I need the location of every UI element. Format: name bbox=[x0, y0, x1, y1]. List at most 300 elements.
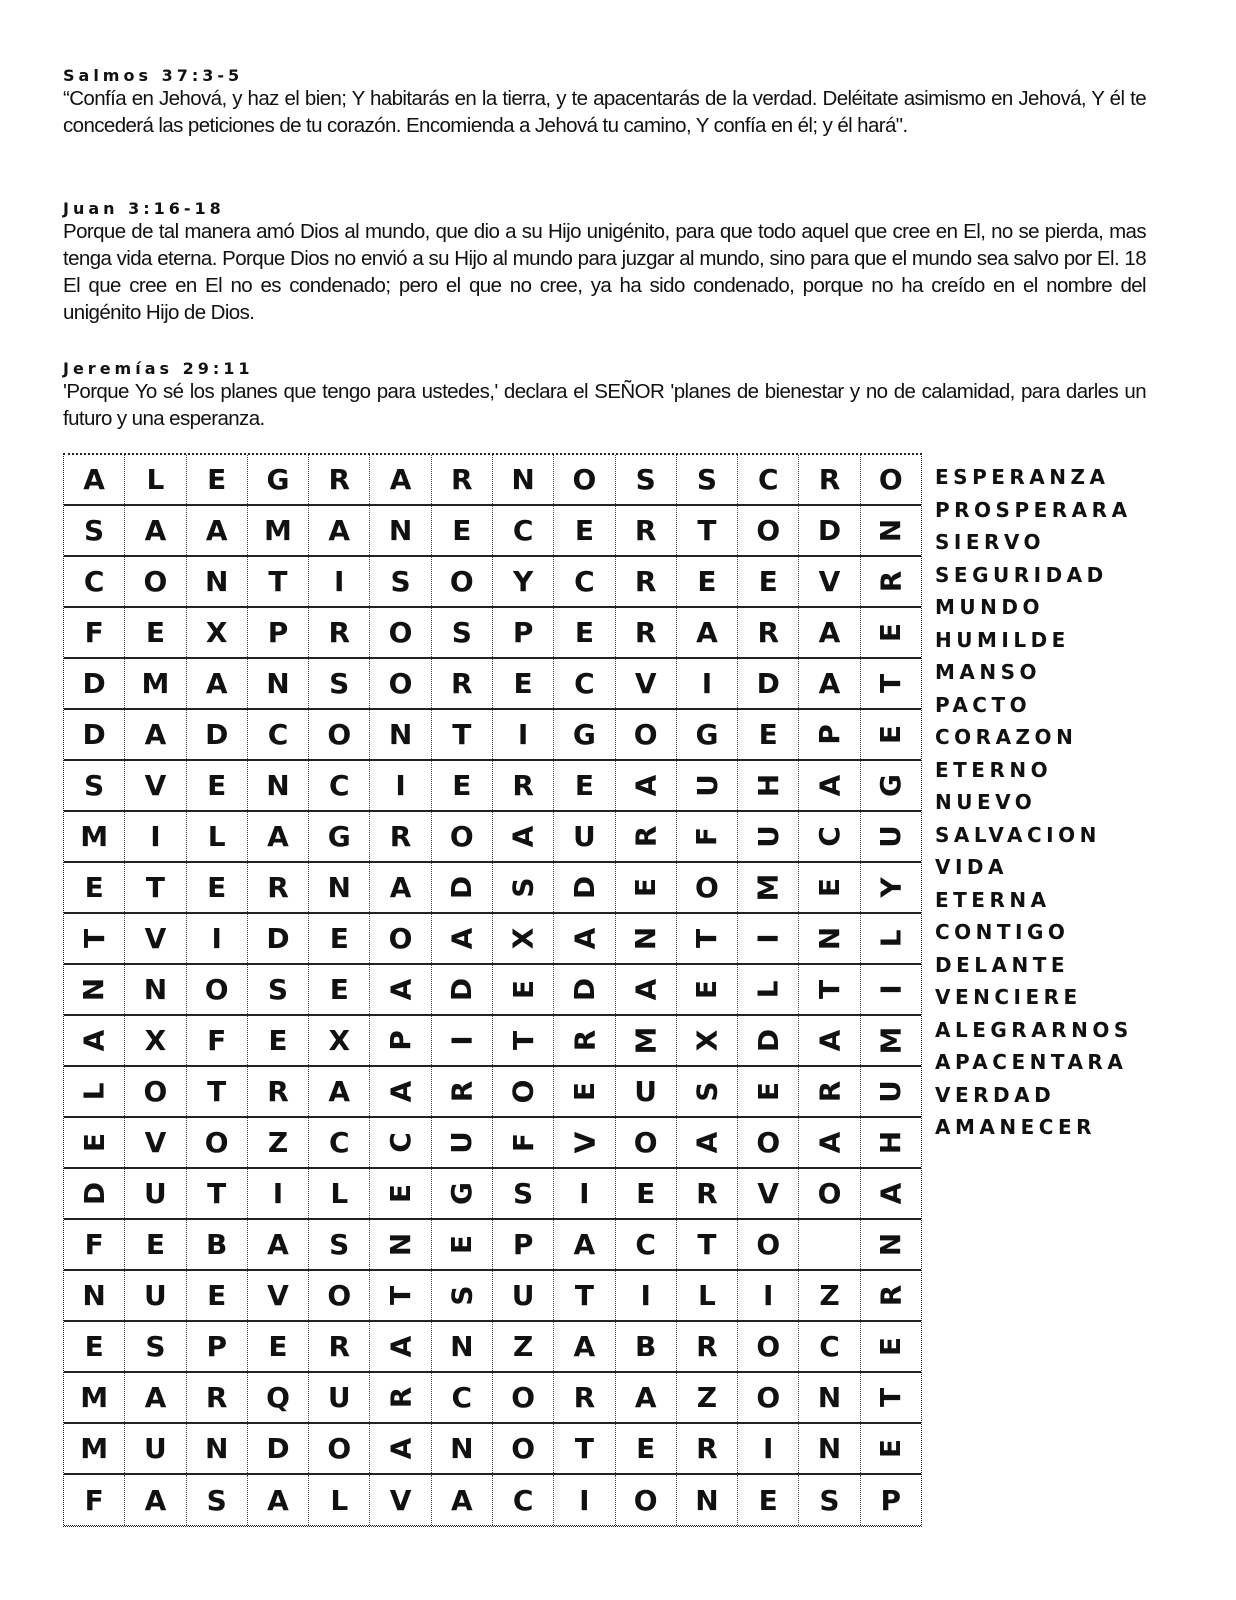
grid-cell[interactable] bbox=[125, 659, 186, 708]
grid-cell[interactable] bbox=[738, 761, 799, 810]
grid-cell[interactable] bbox=[248, 1373, 309, 1422]
grid-cell[interactable] bbox=[370, 1016, 431, 1065]
grid-cell[interactable] bbox=[861, 1118, 921, 1167]
grid-cell[interactable] bbox=[799, 965, 860, 1014]
grid-cell[interactable] bbox=[616, 1118, 677, 1167]
grid-cell[interactable] bbox=[125, 455, 186, 504]
grid-cell[interactable] bbox=[370, 1373, 431, 1422]
grid-cell[interactable] bbox=[738, 1016, 799, 1065]
grid-cell[interactable] bbox=[370, 1220, 431, 1269]
grid-cell[interactable] bbox=[738, 1169, 799, 1218]
grid-cell[interactable] bbox=[248, 1067, 309, 1116]
grid-cell[interactable] bbox=[187, 1475, 248, 1525]
grid-cell[interactable] bbox=[64, 1424, 125, 1473]
grid-cell[interactable] bbox=[125, 1322, 186, 1371]
grid-cell[interactable] bbox=[738, 863, 799, 912]
grid-cell[interactable] bbox=[861, 1067, 921, 1116]
grid-cell[interactable] bbox=[554, 1118, 615, 1167]
grid-cell[interactable] bbox=[493, 1373, 554, 1422]
grid-letter: E bbox=[207, 463, 227, 496]
grid-cell[interactable] bbox=[799, 1424, 860, 1473]
grid-cell[interactable] bbox=[187, 1118, 248, 1167]
grid-cell[interactable] bbox=[554, 1220, 615, 1269]
grid-cell[interactable] bbox=[493, 1016, 554, 1065]
grid-cell[interactable] bbox=[64, 1220, 125, 1269]
grid-cell[interactable] bbox=[738, 506, 799, 555]
grid-cell[interactable] bbox=[677, 608, 738, 657]
grid-cell[interactable] bbox=[616, 710, 677, 759]
grid-cell[interactable] bbox=[125, 1373, 186, 1422]
grid-cell[interactable] bbox=[799, 557, 860, 606]
grid-cell[interactable] bbox=[370, 1118, 431, 1167]
grid-cell[interactable] bbox=[248, 761, 309, 810]
grid-cell[interactable] bbox=[738, 914, 799, 963]
grid-cell[interactable] bbox=[861, 1271, 921, 1320]
grid-cell[interactable] bbox=[125, 863, 186, 912]
grid-cell[interactable] bbox=[432, 1322, 493, 1371]
grid-cell[interactable] bbox=[493, 1169, 554, 1218]
grid-cell[interactable] bbox=[64, 710, 125, 759]
grid-cell[interactable] bbox=[861, 812, 921, 861]
grid-cell[interactable] bbox=[187, 863, 248, 912]
grid-cell[interactable] bbox=[432, 455, 493, 504]
grid-cell[interactable] bbox=[861, 557, 921, 606]
grid-cell[interactable] bbox=[64, 914, 125, 963]
grid-cell[interactable] bbox=[616, 863, 677, 912]
grid-cell[interactable] bbox=[432, 557, 493, 606]
grid-cell[interactable] bbox=[738, 1067, 799, 1116]
grid-cell[interactable] bbox=[861, 1322, 921, 1371]
grid-cell[interactable] bbox=[248, 608, 309, 657]
grid-cell[interactable] bbox=[799, 1067, 860, 1116]
grid-cell[interactable] bbox=[799, 761, 860, 810]
grid-cell[interactable] bbox=[738, 455, 799, 504]
grid-cell[interactable] bbox=[799, 659, 860, 708]
grid-cell[interactable] bbox=[799, 455, 860, 504]
grid-cell[interactable] bbox=[799, 1118, 860, 1167]
grid-cell[interactable] bbox=[64, 863, 125, 912]
grid-cell[interactable] bbox=[738, 812, 799, 861]
grid-cell[interactable] bbox=[554, 863, 615, 912]
grid-cell[interactable] bbox=[861, 1424, 921, 1473]
grid-cell[interactable] bbox=[799, 812, 860, 861]
grid-cell[interactable] bbox=[309, 1118, 370, 1167]
grid-cell[interactable] bbox=[554, 914, 615, 963]
grid-cell[interactable] bbox=[677, 1016, 738, 1065]
grid-cell[interactable] bbox=[493, 812, 554, 861]
grid-cell[interactable] bbox=[493, 608, 554, 657]
grid-cell[interactable] bbox=[125, 914, 186, 963]
grid-cell[interactable] bbox=[554, 1169, 615, 1218]
grid-cell[interactable] bbox=[248, 659, 309, 708]
grid-cell[interactable] bbox=[64, 965, 125, 1014]
grid-cell[interactable] bbox=[248, 1475, 309, 1525]
grid-cell[interactable] bbox=[370, 965, 431, 1014]
grid-cell[interactable] bbox=[248, 557, 309, 606]
grid-cell[interactable] bbox=[799, 1169, 860, 1218]
grid-cell[interactable] bbox=[493, 1271, 554, 1320]
grid-cell[interactable] bbox=[861, 455, 921, 504]
grid-cell[interactable] bbox=[432, 761, 493, 810]
grid-cell[interactable] bbox=[799, 914, 860, 963]
grid-cell[interactable] bbox=[370, 608, 431, 657]
grid-cell[interactable] bbox=[248, 710, 309, 759]
grid-letter: U bbox=[144, 1432, 167, 1465]
grid-cell[interactable] bbox=[432, 506, 493, 555]
grid-cell[interactable] bbox=[493, 914, 554, 963]
grid-cell[interactable] bbox=[248, 1118, 309, 1167]
grid-cell[interactable] bbox=[493, 761, 554, 810]
grid-cell[interactable] bbox=[309, 914, 370, 963]
grid-cell[interactable] bbox=[616, 965, 677, 1014]
grid-cell[interactable] bbox=[616, 1373, 677, 1422]
grid-cell[interactable] bbox=[432, 863, 493, 912]
grid-cell[interactable] bbox=[125, 557, 186, 606]
grid-cell[interactable] bbox=[370, 659, 431, 708]
grid-cell[interactable] bbox=[187, 710, 248, 759]
grid-cell[interactable] bbox=[309, 710, 370, 759]
grid-cell[interactable] bbox=[493, 455, 554, 504]
grid-cell[interactable] bbox=[554, 557, 615, 606]
grid-cell[interactable] bbox=[125, 1016, 186, 1065]
grid-cell[interactable] bbox=[125, 710, 186, 759]
grid-cell[interactable] bbox=[738, 1118, 799, 1167]
grid-cell[interactable] bbox=[370, 1424, 431, 1473]
grid-cell[interactable] bbox=[370, 710, 431, 759]
grid-cell[interactable] bbox=[738, 1220, 799, 1269]
grid-cell[interactable] bbox=[616, 1271, 677, 1320]
grid-cell[interactable] bbox=[493, 659, 554, 708]
grid-cell[interactable] bbox=[248, 1016, 309, 1065]
grid-cell[interactable] bbox=[554, 1424, 615, 1473]
grid-cell[interactable] bbox=[554, 608, 615, 657]
grid-cell[interactable] bbox=[309, 557, 370, 606]
grid-cell[interactable] bbox=[616, 608, 677, 657]
grid-cell[interactable] bbox=[432, 1424, 493, 1473]
grid-cell[interactable] bbox=[554, 506, 615, 555]
grid-cell[interactable] bbox=[861, 608, 921, 657]
grid-cell[interactable] bbox=[616, 1067, 677, 1116]
grid-cell[interactable] bbox=[309, 506, 370, 555]
grid-cell[interactable] bbox=[309, 1322, 370, 1371]
grid-cell[interactable] bbox=[554, 659, 615, 708]
grid-cell[interactable] bbox=[861, 965, 921, 1014]
grid-cell[interactable] bbox=[309, 1169, 370, 1218]
grid-cell[interactable] bbox=[861, 1016, 921, 1065]
grid-cell[interactable] bbox=[861, 761, 921, 810]
grid-cell[interactable] bbox=[861, 914, 921, 963]
grid-cell[interactable] bbox=[554, 1271, 615, 1320]
grid-cell[interactable] bbox=[616, 1475, 677, 1525]
grid-cell[interactable] bbox=[370, 1067, 431, 1116]
grid-cell[interactable] bbox=[677, 710, 738, 759]
grid-cell[interactable] bbox=[738, 965, 799, 1014]
grid-cell[interactable] bbox=[554, 761, 615, 810]
grid-cell[interactable] bbox=[248, 455, 309, 504]
grid-cell[interactable] bbox=[799, 1373, 860, 1422]
grid-cell[interactable] bbox=[616, 659, 677, 708]
grid-cell[interactable] bbox=[187, 659, 248, 708]
grid-cell[interactable] bbox=[432, 1373, 493, 1422]
grid-cell[interactable] bbox=[677, 761, 738, 810]
grid-cell[interactable] bbox=[125, 608, 186, 657]
grid-cell[interactable] bbox=[432, 659, 493, 708]
grid-cell[interactable] bbox=[677, 455, 738, 504]
grid-cell[interactable] bbox=[616, 557, 677, 606]
grid-cell[interactable] bbox=[493, 710, 554, 759]
grid-cell[interactable] bbox=[187, 812, 248, 861]
grid-cell[interactable] bbox=[370, 455, 431, 504]
grid-cell[interactable] bbox=[616, 455, 677, 504]
grid-cell[interactable] bbox=[125, 1424, 186, 1473]
grid-cell[interactable] bbox=[370, 1322, 431, 1371]
grid-cell[interactable] bbox=[309, 1475, 370, 1525]
grid-cell[interactable] bbox=[309, 1271, 370, 1320]
grid-cell[interactable] bbox=[799, 1271, 860, 1320]
grid-cell[interactable] bbox=[248, 914, 309, 963]
grid-cell[interactable] bbox=[309, 863, 370, 912]
grid-cell[interactable] bbox=[370, 914, 431, 963]
grid-cell[interactable] bbox=[187, 506, 248, 555]
grid-cell[interactable] bbox=[738, 1424, 799, 1473]
grid-cell[interactable] bbox=[432, 1118, 493, 1167]
grid-cell[interactable] bbox=[187, 557, 248, 606]
grid-cell[interactable] bbox=[616, 1016, 677, 1065]
grid-cell[interactable] bbox=[187, 1373, 248, 1422]
grid-cell[interactable] bbox=[370, 506, 431, 555]
grid-letter: E bbox=[697, 565, 717, 598]
grid-cell[interactable] bbox=[64, 1271, 125, 1320]
grid-cell[interactable] bbox=[248, 1169, 309, 1218]
grid-cell[interactable] bbox=[677, 1424, 738, 1473]
grid-cell[interactable] bbox=[493, 506, 554, 555]
grid-cell[interactable] bbox=[861, 1169, 921, 1218]
grid-cell[interactable] bbox=[309, 1424, 370, 1473]
grid-cell[interactable] bbox=[616, 1169, 677, 1218]
grid-cell[interactable] bbox=[493, 1475, 554, 1525]
grid-cell[interactable] bbox=[370, 557, 431, 606]
grid-cell[interactable] bbox=[554, 1067, 615, 1116]
grid-cell[interactable] bbox=[309, 1016, 370, 1065]
grid-cell[interactable] bbox=[616, 812, 677, 861]
grid-cell[interactable] bbox=[432, 812, 493, 861]
grid-cell[interactable] bbox=[370, 761, 431, 810]
grid-cell[interactable] bbox=[432, 608, 493, 657]
grid-cell[interactable] bbox=[309, 608, 370, 657]
grid-cell[interactable] bbox=[309, 455, 370, 504]
grid-cell[interactable] bbox=[677, 557, 738, 606]
grid-cell[interactable] bbox=[309, 965, 370, 1014]
grid-cell[interactable] bbox=[677, 1118, 738, 1167]
grid-cell[interactable] bbox=[64, 1322, 125, 1371]
grid-cell[interactable] bbox=[370, 812, 431, 861]
grid-cell[interactable] bbox=[64, 1373, 125, 1422]
grid-cell[interactable] bbox=[616, 506, 677, 555]
grid-cell[interactable] bbox=[677, 1475, 738, 1525]
grid-cell[interactable] bbox=[677, 812, 738, 861]
grid-cell[interactable] bbox=[187, 1322, 248, 1371]
grid-cell[interactable] bbox=[64, 1067, 125, 1116]
grid-cell[interactable] bbox=[861, 1475, 921, 1525]
grid-cell[interactable] bbox=[554, 965, 615, 1014]
grid-cell[interactable] bbox=[799, 1016, 860, 1065]
grid-cell[interactable] bbox=[64, 1016, 125, 1065]
grid-cell[interactable] bbox=[616, 1424, 677, 1473]
grid-cell[interactable] bbox=[187, 1271, 248, 1320]
grid-cell[interactable] bbox=[432, 1475, 493, 1525]
grid-cell[interactable] bbox=[861, 863, 921, 912]
grid-cell[interactable] bbox=[125, 1271, 186, 1320]
grid-cell[interactable] bbox=[64, 557, 125, 606]
grid-cell[interactable] bbox=[187, 1220, 248, 1269]
grid-cell[interactable] bbox=[187, 1016, 248, 1065]
grid-cell[interactable] bbox=[125, 965, 186, 1014]
grid-cell[interactable] bbox=[554, 710, 615, 759]
grid-cell[interactable] bbox=[125, 1118, 186, 1167]
grid-cell[interactable] bbox=[248, 1220, 309, 1269]
grid-cell[interactable] bbox=[187, 965, 248, 1014]
grid-cell[interactable] bbox=[677, 1271, 738, 1320]
grid-cell[interactable] bbox=[309, 1220, 370, 1269]
grid-cell[interactable] bbox=[432, 710, 493, 759]
grid-cell[interactable] bbox=[677, 659, 738, 708]
grid-cell[interactable] bbox=[493, 557, 554, 606]
grid-cell[interactable] bbox=[799, 1475, 860, 1525]
grid-cell[interactable] bbox=[248, 1271, 309, 1320]
grid-cell[interactable] bbox=[248, 1322, 309, 1371]
grid-cell[interactable] bbox=[799, 1322, 860, 1371]
grid-cell[interactable] bbox=[861, 659, 921, 708]
grid-cell[interactable] bbox=[677, 914, 738, 963]
grid-cell[interactable] bbox=[493, 965, 554, 1014]
grid-cell[interactable] bbox=[309, 659, 370, 708]
grid-cell[interactable] bbox=[554, 1322, 615, 1371]
grid-cell[interactable] bbox=[861, 710, 921, 759]
grid-cell[interactable] bbox=[64, 1169, 125, 1218]
grid-cell[interactable] bbox=[64, 455, 125, 504]
grid-cell[interactable] bbox=[64, 506, 125, 555]
grid-cell[interactable] bbox=[799, 710, 860, 759]
grid-cell[interactable] bbox=[432, 1220, 493, 1269]
grid-cell[interactable] bbox=[616, 1322, 677, 1371]
grid-cell[interactable] bbox=[554, 1373, 615, 1422]
grid-cell[interactable] bbox=[309, 761, 370, 810]
grid-cell[interactable] bbox=[799, 863, 860, 912]
grid-cell[interactable] bbox=[493, 1067, 554, 1116]
grid-cell[interactable] bbox=[248, 1424, 309, 1473]
grid-cell[interactable] bbox=[738, 1322, 799, 1371]
grid-cell[interactable] bbox=[493, 1118, 554, 1167]
grid-cell[interactable] bbox=[432, 965, 493, 1014]
grid-cell[interactable] bbox=[799, 506, 860, 555]
grid-cell[interactable] bbox=[554, 812, 615, 861]
grid-cell[interactable] bbox=[432, 1169, 493, 1218]
grid-cell[interactable] bbox=[677, 1322, 738, 1371]
grid-cell[interactable] bbox=[432, 1067, 493, 1116]
grid-cell[interactable] bbox=[554, 1475, 615, 1525]
grid-cell[interactable] bbox=[370, 1271, 431, 1320]
grid-cell[interactable] bbox=[861, 1220, 921, 1269]
grid-cell[interactable] bbox=[677, 1067, 738, 1116]
grid-cell[interactable] bbox=[64, 812, 125, 861]
grid-cell[interactable] bbox=[554, 1016, 615, 1065]
grid-cell[interactable] bbox=[616, 1220, 677, 1269]
grid-cell[interactable] bbox=[370, 863, 431, 912]
grid-cell[interactable] bbox=[125, 761, 186, 810]
grid-cell[interactable] bbox=[64, 1475, 125, 1525]
grid-cell[interactable] bbox=[738, 1271, 799, 1320]
grid-cell[interactable] bbox=[616, 914, 677, 963]
grid-cell[interactable] bbox=[187, 608, 248, 657]
grid-cell[interactable] bbox=[677, 965, 738, 1014]
grid-cell[interactable] bbox=[799, 608, 860, 657]
grid-cell[interactable] bbox=[677, 1220, 738, 1269]
grid-cell[interactable] bbox=[432, 1271, 493, 1320]
grid-letter: R bbox=[328, 616, 351, 649]
grid-cell[interactable] bbox=[493, 1424, 554, 1473]
grid-cell[interactable] bbox=[64, 608, 125, 657]
grid-letter: D bbox=[756, 667, 780, 700]
grid-cell[interactable] bbox=[125, 1475, 186, 1525]
grid-cell[interactable] bbox=[187, 1424, 248, 1473]
grid-cell[interactable] bbox=[64, 1118, 125, 1167]
grid-cell[interactable] bbox=[64, 659, 125, 708]
grid-cell[interactable] bbox=[125, 1067, 186, 1116]
grid-cell[interactable] bbox=[738, 659, 799, 708]
grid-cell[interactable] bbox=[125, 506, 186, 555]
grid-cell[interactable] bbox=[187, 761, 248, 810]
grid-cell[interactable] bbox=[125, 1220, 186, 1269]
grid-cell[interactable] bbox=[493, 1220, 554, 1269]
grid-cell[interactable] bbox=[248, 812, 309, 861]
grid-cell[interactable] bbox=[554, 455, 615, 504]
grid-cell[interactable] bbox=[370, 1169, 431, 1218]
grid-cell[interactable] bbox=[738, 608, 799, 657]
grid-cell[interactable] bbox=[677, 863, 738, 912]
grid-cell[interactable] bbox=[125, 812, 186, 861]
grid-cell[interactable] bbox=[677, 506, 738, 555]
grid-cell[interactable] bbox=[370, 1475, 431, 1525]
grid-cell[interactable] bbox=[677, 1373, 738, 1422]
grid-cell[interactable] bbox=[187, 455, 248, 504]
grid-letter: Z bbox=[696, 1381, 718, 1414]
grid-cell[interactable] bbox=[248, 506, 309, 555]
grid-cell[interactable] bbox=[861, 506, 921, 555]
grid-cell[interactable] bbox=[187, 1169, 248, 1218]
grid-cell[interactable] bbox=[738, 1373, 799, 1422]
grid-cell[interactable] bbox=[248, 965, 309, 1014]
grid-cell[interactable] bbox=[677, 1169, 738, 1218]
grid-cell[interactable] bbox=[309, 1067, 370, 1116]
grid-cell[interactable] bbox=[248, 863, 309, 912]
grid-cell[interactable] bbox=[861, 1373, 921, 1422]
grid-cell[interactable] bbox=[432, 1016, 493, 1065]
grid-cell[interactable] bbox=[799, 1220, 860, 1269]
grid-cell[interactable] bbox=[493, 1322, 554, 1371]
grid-cell[interactable] bbox=[432, 914, 493, 963]
grid-cell[interactable] bbox=[64, 761, 125, 810]
grid-cell[interactable] bbox=[738, 557, 799, 606]
grid-cell[interactable] bbox=[493, 863, 554, 912]
grid-cell[interactable] bbox=[187, 1067, 248, 1116]
grid-cell[interactable] bbox=[738, 710, 799, 759]
grid-cell[interactable] bbox=[309, 1373, 370, 1422]
grid-cell[interactable] bbox=[738, 1475, 799, 1525]
grid-cell[interactable] bbox=[187, 914, 248, 963]
grid-cell[interactable] bbox=[616, 761, 677, 810]
grid-cell[interactable] bbox=[125, 1169, 186, 1218]
grid-cell[interactable] bbox=[309, 812, 370, 861]
